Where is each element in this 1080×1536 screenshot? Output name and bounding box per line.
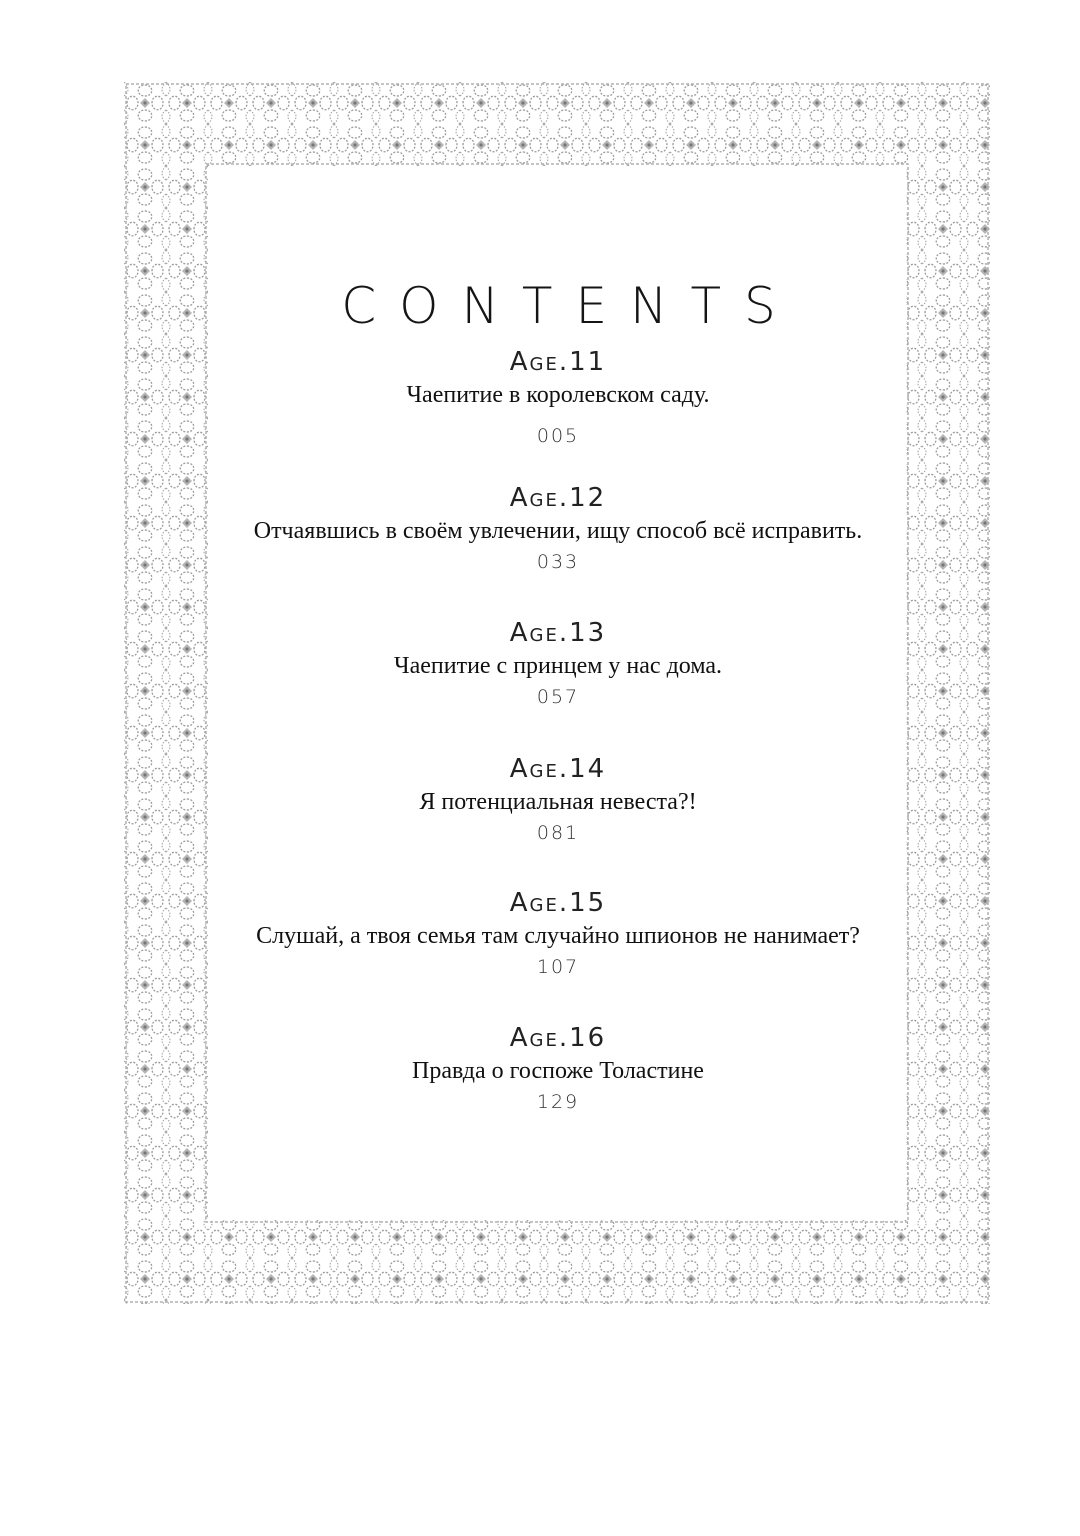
- entry-age-label: Age.16: [509, 1023, 607, 1053]
- entry-age-label: Age.15: [509, 888, 607, 918]
- entry-page-number: 129: [536, 1091, 580, 1113]
- entry-page-number: 081: [536, 822, 580, 844]
- entry-chapter-title: Правда о госпоже Толастине: [412, 1058, 704, 1084]
- toc-entry[interactable]: [208, 886, 908, 982]
- toc-entry[interactable]: [208, 752, 908, 848]
- entry-age-label: Age.14: [509, 754, 607, 784]
- entry-page-number: 033: [536, 551, 580, 573]
- entry-age-label: Age.13: [509, 618, 607, 648]
- entry-chapter-title: Я потенциальная невеста?!: [419, 789, 697, 815]
- toc-entry[interactable]: [208, 1021, 908, 1117]
- entry-chapter-title: Чаепитие в королевском саду.: [406, 382, 710, 408]
- entry-age-label: Age.12: [509, 483, 607, 513]
- toc-entry[interactable]: [208, 481, 908, 577]
- entry-page-number: 057: [536, 686, 580, 708]
- contents-heading: CONTENTS: [341, 277, 799, 335]
- entry-chapter-title: Отчаявшись в своём увлечении, ищу способ всё исправить.: [253, 518, 863, 544]
- toc-entry[interactable]: [208, 345, 908, 451]
- entry-chapter-title: Слушай, а твоя семья там случайно шпионов не нанимает?: [256, 923, 860, 949]
- toc-entry[interactable]: [208, 616, 908, 712]
- entry-age-label: Age.11: [509, 347, 607, 377]
- entry-page-number: 107: [536, 956, 580, 978]
- table-of-contents: [208, 165, 908, 1225]
- entry-page-number: 005: [536, 425, 580, 447]
- entry-chapter-title: Чаепитие с принцем у нас дома.: [393, 653, 723, 679]
